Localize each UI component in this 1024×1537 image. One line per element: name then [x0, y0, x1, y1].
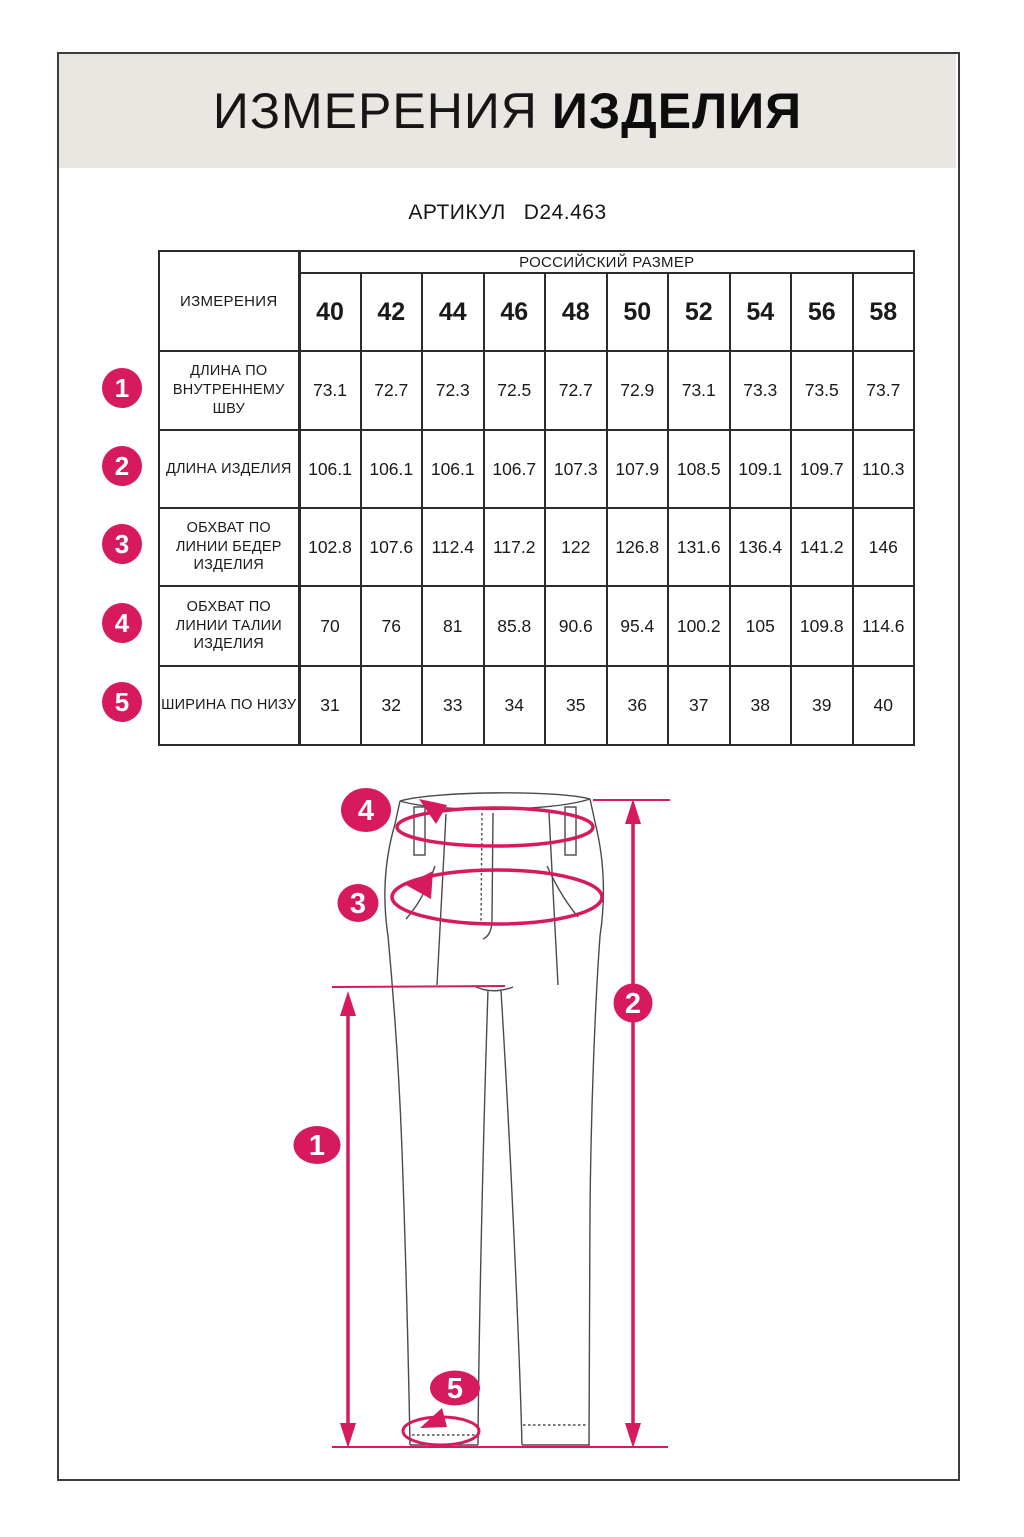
measurement-label: ОБХВАТ ПО ЛИНИИ БЕДЕР ИЗДЕЛИЯ	[159, 508, 299, 586]
article-label: АРТИКУЛ	[408, 201, 506, 224]
size-table	[158, 250, 915, 746]
size-header: 56	[791, 273, 853, 351]
arrow-up-icon	[340, 991, 356, 1016]
measurement-value: 105	[730, 586, 792, 666]
table-row	[159, 666, 914, 745]
row-marker-badge-2: 2	[102, 446, 142, 486]
row-marker-badge-3: 3	[102, 524, 142, 564]
row-marker-badge-4: 4	[102, 603, 142, 643]
measurement-value: 38	[730, 666, 792, 745]
measurement-value: 35	[545, 666, 607, 745]
measurement-value: 109.1	[730, 430, 792, 508]
size-header: 52	[668, 273, 730, 351]
left-crease	[437, 814, 446, 985]
size-header: 42	[361, 273, 423, 351]
measurement-value: 73.3	[730, 351, 792, 430]
measurement-value: 39	[791, 666, 853, 745]
diagram-badge-number: 2	[624, 988, 642, 1020]
diagram-badge-number: 5	[446, 1373, 464, 1405]
measurement-value: 90.6	[545, 586, 607, 666]
table-row	[159, 351, 914, 430]
measurement-value: 73.1	[668, 351, 730, 430]
diagram-badge-number: 3	[349, 888, 367, 920]
measurement-label: ОБХВАТ ПО ЛИНИИ ТАЛИИ ИЗДЕЛИЯ	[159, 586, 299, 666]
measurement-value: 114.6	[853, 586, 915, 666]
measurement-value: 81	[422, 586, 484, 666]
crotch-extension-line	[332, 986, 505, 987]
right-crease	[549, 813, 558, 985]
measurement-value: 34	[484, 666, 546, 745]
measurement-value: 73.1	[299, 351, 361, 430]
measurement-value: 109.7	[791, 430, 853, 508]
measurement-value: 117.2	[484, 508, 546, 586]
measurement-value: 37	[668, 666, 730, 745]
measurement-value: 102.8	[299, 508, 361, 586]
size-group-header: РОССИЙСКИЙ РАЗМЕР	[299, 251, 914, 273]
measurement-value: 107.3	[545, 430, 607, 508]
arrow-down-icon	[625, 1423, 641, 1448]
size-header: 50	[607, 273, 669, 351]
trousers-technical-drawing	[280, 770, 700, 1470]
measurement-value: 109.8	[791, 586, 853, 666]
page-title-regular: ИЗМЕРЕНИЯ	[212, 83, 538, 139]
measurement-value: 73.5	[791, 351, 853, 430]
table-row	[159, 586, 914, 666]
measurement-value: 73.7	[853, 351, 915, 430]
measurement-value: 36	[607, 666, 669, 745]
measurement-value: 110.3	[853, 430, 915, 508]
measurement-value: 85.8	[484, 586, 546, 666]
table-row	[159, 430, 914, 508]
waist-measure-ellipse	[397, 808, 593, 846]
article-value: D24.463	[523, 201, 607, 224]
page-title-bold: ИЗДЕЛИЯ	[551, 83, 803, 139]
title-band	[59, 54, 956, 168]
fly-seam	[483, 813, 493, 939]
measurement-value: 146	[853, 508, 915, 586]
measurement-label: ДЛИНА ИЗДЕЛИЯ	[159, 430, 299, 508]
measurement-value: 106.7	[484, 430, 546, 508]
measurement-value: 106.1	[299, 430, 361, 508]
row-marker-badge-5: 5	[102, 682, 142, 722]
row-marker-badge-1: 1	[102, 368, 142, 408]
measurement-value: 31	[299, 666, 361, 745]
fly-stitching	[481, 813, 482, 922]
measurement-value: 72.3	[422, 351, 484, 430]
measurement-value: 40	[853, 666, 915, 745]
diagram-badge-number: 1	[308, 1130, 326, 1162]
measurement-value: 141.2	[791, 508, 853, 586]
article-line	[59, 198, 956, 228]
measurement-value: 32	[361, 666, 423, 745]
measurement-value: 72.7	[361, 351, 423, 430]
measurements-column-header: ИЗМЕРЕНИЯ	[159, 251, 299, 351]
size-header: 54	[730, 273, 792, 351]
measurement-value: 106.1	[361, 430, 423, 508]
measurement-label: ДЛИНА ПО ВНУТРЕННЕМУ ШВУ	[159, 351, 299, 430]
measurement-value: 136.4	[730, 508, 792, 586]
measurement-label: ШИРИНА ПО НИЗУ	[159, 666, 299, 745]
table-row	[159, 508, 914, 586]
measurement-value: 100.2	[668, 586, 730, 666]
arrow-down-icon	[340, 1423, 356, 1448]
diagram-badge-number: 4	[357, 795, 375, 827]
measurement-value: 107.6	[361, 508, 423, 586]
size-header: 48	[545, 273, 607, 351]
measurement-value: 72.9	[607, 351, 669, 430]
size-header: 40	[299, 273, 361, 351]
measurement-value: 106.1	[422, 430, 484, 508]
size-header: 44	[422, 273, 484, 351]
measurement-value: 72.5	[484, 351, 546, 430]
measurement-value: 126.8	[607, 508, 669, 586]
measurement-value: 131.6	[668, 508, 730, 586]
hip-arrowhead-icon	[406, 871, 433, 899]
measurement-value: 72.7	[545, 351, 607, 430]
arrow-up-icon	[625, 799, 641, 824]
size-header: 46	[484, 273, 546, 351]
measurement-value: 76	[361, 586, 423, 666]
measurement-value: 122	[545, 508, 607, 586]
measurement-value: 112.4	[422, 508, 484, 586]
measurement-value: 107.9	[607, 430, 669, 508]
measurement-value: 108.5	[668, 430, 730, 508]
measurement-value: 33	[422, 666, 484, 745]
measurement-value: 95.4	[607, 586, 669, 666]
measurement-value: 70	[299, 586, 361, 666]
size-header: 58	[853, 273, 915, 351]
